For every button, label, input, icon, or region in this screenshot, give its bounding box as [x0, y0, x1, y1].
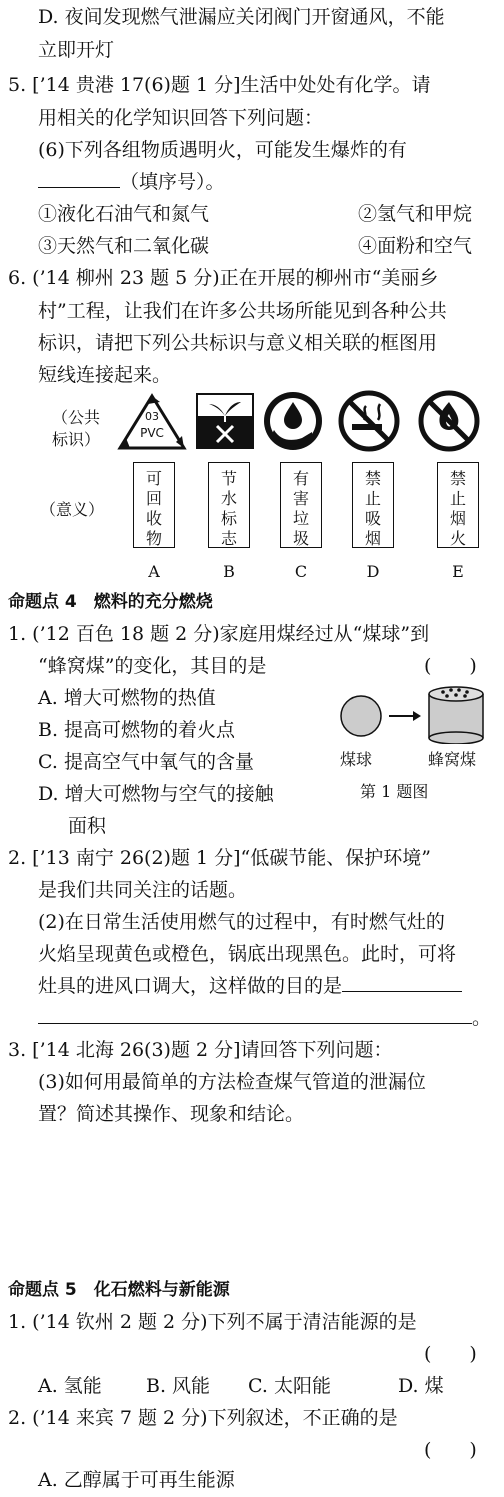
- q5-answer-line: [38, 167, 225, 198]
- s4q1-option-d: D. 增大可燃物与空气的接触: [38, 783, 274, 805]
- box-letter-a: A: [148, 562, 160, 581]
- meaning-row-label: （意义）: [40, 500, 105, 519]
- s4q2-answer-blank-1[interactable]: [342, 973, 462, 992]
- sign-row-label-line2: 标识）: [52, 430, 101, 449]
- meaning-box-c[interactable]: [280, 462, 322, 548]
- coal-ball-to-honeycomb-figure: [335, 682, 495, 744]
- meaning-text-a: 可回收物: [145, 469, 162, 548]
- s4q1-stem-line1: 1. (’12 百色 18 题 2 分)家庭用煤经过从“煤球”到: [8, 623, 430, 645]
- section-4-title: 命题点 4 燃料的充分燃烧: [8, 592, 213, 612]
- meaning-box-d[interactable]: [352, 462, 394, 548]
- recycle-number: 03: [145, 410, 159, 423]
- s4q1-stem-line2: “蜂窝煤”的变化，其目的是: [38, 655, 267, 677]
- s5q1-option-d: D. 煤: [398, 1375, 444, 1397]
- s4q3-stem-line3: 置？简述其操作、现象和结论。: [38, 1103, 305, 1125]
- s4q1-answer-paren[interactable]: ( ): [424, 655, 477, 677]
- sign-row-label-line1: （公共: [52, 408, 101, 427]
- q4-option-d-line2: 立即开灯: [38, 39, 115, 61]
- hazardous-waste-icon: [262, 390, 324, 452]
- s4q3-stem-line1: 3. [’14 北海 26(3)题 2 分]请回答下列问题：: [8, 1039, 393, 1061]
- water-saving-icon: [195, 392, 255, 450]
- q5-option-4: ④面粉和空气: [358, 235, 473, 257]
- meaning-text-e: 禁止烟火: [449, 469, 466, 548]
- s4q1-option-c: C. 提高空气中氧气的含量: [38, 751, 254, 773]
- recycle-pvc-icon: [116, 392, 188, 452]
- q6-stem-line3: 标识，请把下列公共标识与意义相关联的框图用: [38, 332, 438, 354]
- q5-stem-line3: (6)下列各组物质遇明火，可能发生爆炸的有: [38, 139, 407, 161]
- box-letter-d: D: [366, 562, 380, 581]
- s4q1-option-d-cont: 面积: [68, 815, 107, 837]
- no-smoking-icon: [338, 390, 400, 452]
- s4q2-stem-line4: 火焰呈现黄色或橙色，锅底出现黑色。此时，可将: [38, 943, 457, 965]
- meaning-box-a[interactable]: [133, 462, 175, 548]
- s5q1-stem-line1: 1. (’14 钦州 2 题 2 分)下列不属于清洁能源的是: [8, 1311, 417, 1333]
- s5q1-option-c: C. 太阳能: [248, 1375, 331, 1397]
- s4q2-stem-line5: [38, 971, 462, 1002]
- s4q1-option-a: A. 增大可燃物的热值: [38, 687, 216, 709]
- s5q2-answer-paren[interactable]: ( ): [424, 1439, 477, 1461]
- s4q3-stem-line2: (3)如何用最简单的方法检查煤气管道的泄漏位: [38, 1071, 426, 1093]
- section-5-title: 命题点 5 化石燃料与新能源: [8, 1280, 230, 1300]
- q5-option-3: ③天然气和二氧化碳: [38, 235, 210, 257]
- q5-stem-line1: 5. [’14 贵港 17(6)题 1 分]生活中处处有化学。请: [8, 74, 431, 96]
- s4q2-stem-line3: (2)在日常生活使用燃气的过程中，有时燃气灶的: [38, 911, 445, 933]
- no-open-flame-icon: [418, 390, 480, 452]
- meaning-text-d: 禁止吸烟: [364, 469, 381, 548]
- s4q2-answer-line-2: [38, 1003, 491, 1034]
- q6-stem-line1: 6. (’14 柳州 23 题 5 分)正在开展的柳州市“美丽乡: [8, 267, 439, 289]
- s5q1-option-b: B. 风能: [146, 1375, 211, 1397]
- q5-fill-hint: （填序号）。: [120, 171, 225, 193]
- s4q2-stem-text: 灶具的进风口调大，这样做的目的是: [38, 975, 343, 997]
- s5q1-option-a: A. 氢能: [38, 1375, 102, 1397]
- s4q2-end-mark: 。: [472, 1007, 492, 1029]
- meaning-box-b[interactable]: [208, 462, 250, 548]
- q5-option-2: ②氢气和甲烷: [358, 203, 473, 225]
- s5q2-option-a: A. 乙醇属于可再生能源: [38, 1469, 235, 1491]
- q5-option-1: ①液化石油气和氮气: [38, 203, 210, 225]
- s4q2-answer-blank-2[interactable]: [38, 1005, 472, 1024]
- q6-stem-line2: 村”工程，让我们在许多公共场所能见到各种公共: [38, 300, 447, 322]
- s5q1-answer-paren[interactable]: ( ): [424, 1343, 477, 1365]
- q5-answer-blank[interactable]: [38, 169, 120, 188]
- s4q2-stem-line1: 2. [’13 南宁 26(2)题 1 分]“低碳节能、保护环境”: [8, 847, 431, 869]
- s5q2-stem-line1: 2. (’14 来宾 7 题 2 分)下列叙述，不正确的是: [8, 1407, 398, 1429]
- box-letter-e: E: [452, 562, 464, 581]
- meaning-text-b: 节水标志: [220, 469, 237, 548]
- q6-stem-line4: 短线连接起来。: [38, 364, 172, 386]
- fig-caption: 第 1 题图: [360, 782, 429, 801]
- meaning-text-c: 有害垃圾: [292, 469, 309, 548]
- s4q1-option-b: B. 提高可燃物的着火点: [38, 719, 236, 741]
- box-letter-b: B: [223, 562, 235, 581]
- s4q2-stem-line2: 是我们共同关注的话题。: [38, 879, 248, 901]
- recycle-material: PVC: [140, 426, 164, 440]
- q4-option-d-line1: D. 夜间发现燃气泄漏应关闭阀门开窗通风，不能: [38, 6, 445, 28]
- q5-stem-line2: 用相关的化学知识回答下列问题：: [38, 107, 324, 129]
- box-letter-c: C: [294, 562, 308, 581]
- fig-label-coal-ball: 煤球: [340, 750, 373, 769]
- fig-label-honeycomb: 蜂窝煤: [428, 750, 477, 769]
- meaning-box-e[interactable]: [437, 462, 479, 548]
